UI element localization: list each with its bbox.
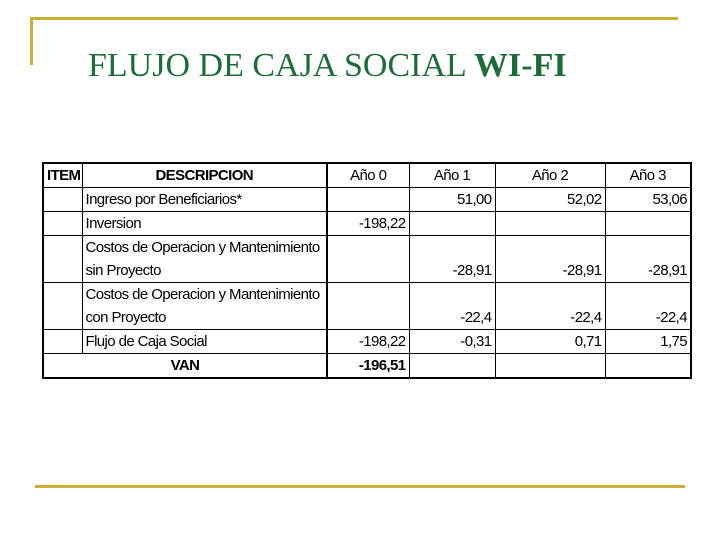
item-cell <box>43 236 82 283</box>
page-title <box>88 46 567 86</box>
table-row <box>43 212 691 236</box>
desc-cell-line1: Costos de Operacion y Mantenimiento <box>82 283 327 307</box>
value-y3: -22,4 <box>605 283 691 330</box>
empty-cell <box>495 354 605 379</box>
value-y3: 53,06 <box>605 188 691 212</box>
item-cell <box>43 283 82 330</box>
left-decorative-line <box>30 17 33 65</box>
value-y1: -22,4 <box>409 283 495 330</box>
value-y0 <box>327 188 409 212</box>
header-item: ITEM <box>43 163 82 188</box>
bottom-decorative-line <box>35 485 685 488</box>
value-y2 <box>495 212 605 236</box>
value-y0: -198,22 <box>327 212 409 236</box>
van-value: -196,51 <box>327 354 409 379</box>
value-y2: -22,4 <box>495 283 605 330</box>
value-y2: -28,91 <box>495 236 605 283</box>
table-row <box>43 283 691 307</box>
table-row <box>43 236 691 260</box>
desc-cell-line2: con Proyecto <box>82 306 327 330</box>
header-ano-2: Año 2 <box>495 163 605 188</box>
value-y3: 1,75 <box>605 330 691 354</box>
item-cell <box>43 330 82 354</box>
item-cell <box>43 212 82 236</box>
table-row <box>43 330 691 354</box>
header-ano-1: Año 1 <box>409 163 495 188</box>
desc-cell: Ingreso por Beneficiarios* <box>82 188 327 212</box>
header-descripcion: DESCRIPCION <box>82 163 327 188</box>
value-y2: 52,02 <box>495 188 605 212</box>
empty-cell <box>605 354 691 379</box>
empty-cell <box>409 354 495 379</box>
cash-flow-table <box>42 162 692 379</box>
title-main: FLUJO DE CAJA SOCIAL <box>88 47 475 84</box>
desc-cell-line2: sin Proyecto <box>82 259 327 283</box>
title-bold: WI-FI <box>474 47 567 84</box>
van-label: VAN <box>43 354 327 379</box>
value-y1: 51,00 <box>409 188 495 212</box>
desc-cell: Inversion <box>82 212 327 236</box>
header-ano-0: Año 0 <box>327 163 409 188</box>
desc-cell: Flujo de Caja Social <box>82 330 327 354</box>
value-y3 <box>605 212 691 236</box>
value-y0 <box>327 283 409 330</box>
value-y0: -198,22 <box>327 330 409 354</box>
value-y1: -28,91 <box>409 236 495 283</box>
van-row <box>43 354 691 379</box>
header-ano-3: Año 3 <box>605 163 691 188</box>
table-header-row <box>43 163 691 188</box>
table-row <box>43 188 691 212</box>
value-y3: -28,91 <box>605 236 691 283</box>
value-y1: -0,31 <box>409 330 495 354</box>
top-decorative-line <box>30 17 678 20</box>
desc-cell-line1: Costos de Operacion y Mantenimiento <box>82 236 327 260</box>
value-y2: 0,71 <box>495 330 605 354</box>
value-y0 <box>327 236 409 283</box>
value-y1 <box>409 212 495 236</box>
item-cell <box>43 188 82 212</box>
